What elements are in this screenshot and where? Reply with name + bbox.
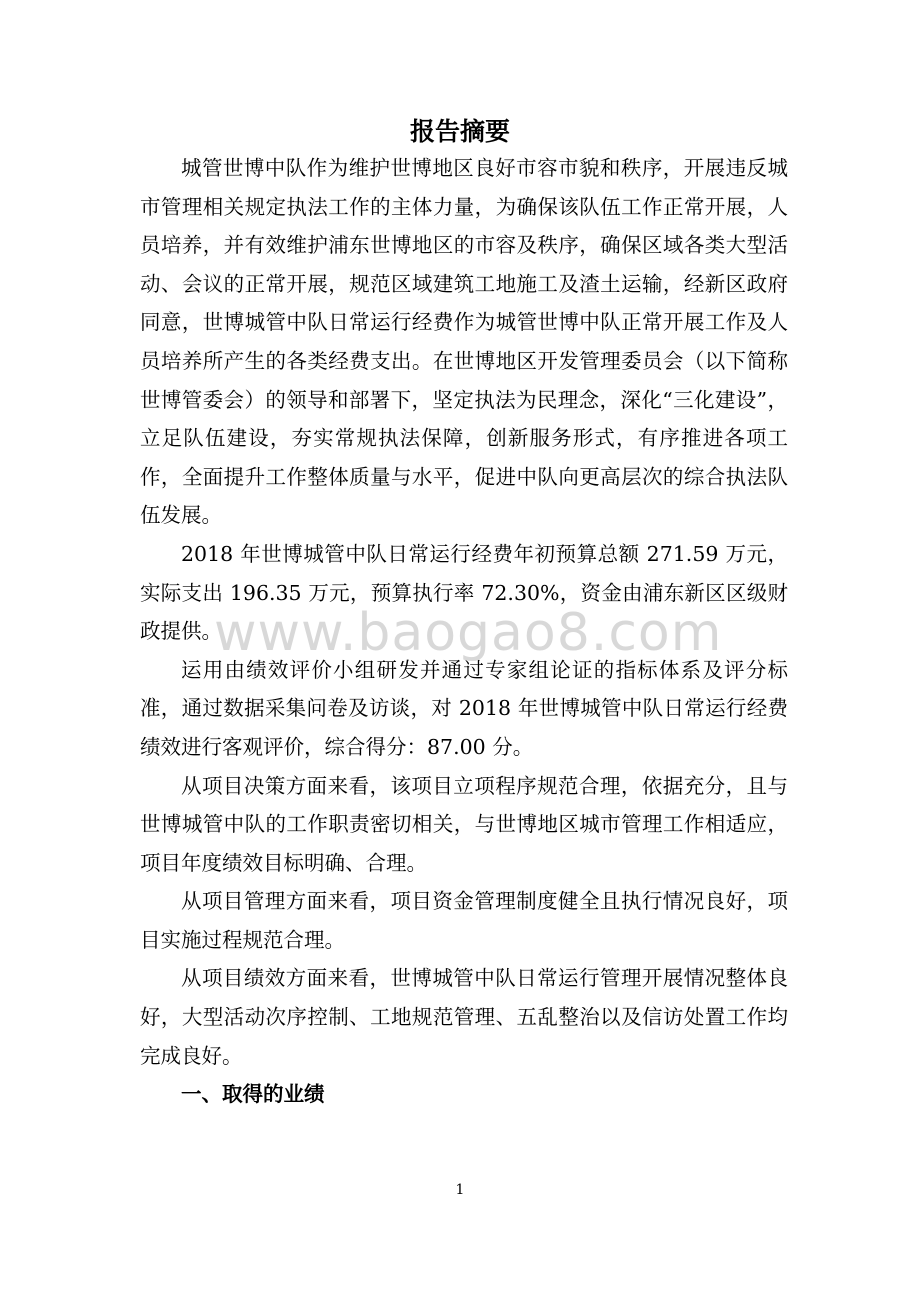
paragraph-management: 从项目管理方面来看，项目资金管理制度健全且执行情况良好，项目实施过程规范合理。 (140, 889, 788, 952)
paragraph-intro: 城管世博中队作为维护世博地区良好市容市貌和秩序，开展违反城市管理相关规定执法工作的主体力量，为确保该队伍工作正常开展，人员培养，并有效维护浦东世博地区的市容及秩序，确保区域各类大型活动、会议的正常开展，规范区域建筑工地施工及渣土运输，经新区政府同意，世博城管中队日常运行经费作为城管世博中队正常开展工作及人员培养所产生的各类经费支出。在世博地区开发管理委员会（以下简称世博管委会）的领导和部署下，坚定执法为民理念，深化“三化建设”，立足队伍建设，夯实常规执法保障，创新服务形式，有序推进各项工作，全面提升工作整体质量与水平，促进中队向更高层次的综合执法队伍发展。 (140, 156, 788, 528)
section-heading: 一、取得的业绩 (181, 1082, 325, 1107)
page-title: 报告摘要 (409, 117, 510, 146)
paragraph-evaluation: 运用由绩效评价小组研发并通过专家组论证的指标体系及评分标准，通过数据采集问卷及访谈，对 2018 年世博城管中队日常运行经费绩效进行客观评价，综合得分：87.00 分。 (140, 657, 788, 759)
paragraph-performance: 从项目绩效方面来看，世博城管中队日常运行管理开展情况整体良好，大型活动次序控制、工地规范管理、五乱整治以及信访处置工作均完成良好。 (140, 966, 788, 1068)
paragraph-decision: 从项目决策方面来看，该项目立项程序规范合理，依据充分，且与世博城管中队的工作职责密切相关，与世博地区城市管理工作相适应，项目年度绩效目标明确、合理。 (140, 773, 788, 875)
watermark: www.baogao8.com (214, 603, 723, 663)
page-number: 1 (455, 1182, 465, 1198)
paragraph-budget: 2018 年世博城管中队日常运行经费年初预算总额 271.59 万元，实际支出 196.35 万元，预算执行率 72.30%，资金由浦东新区区级财政提供。 (140, 541, 788, 644)
